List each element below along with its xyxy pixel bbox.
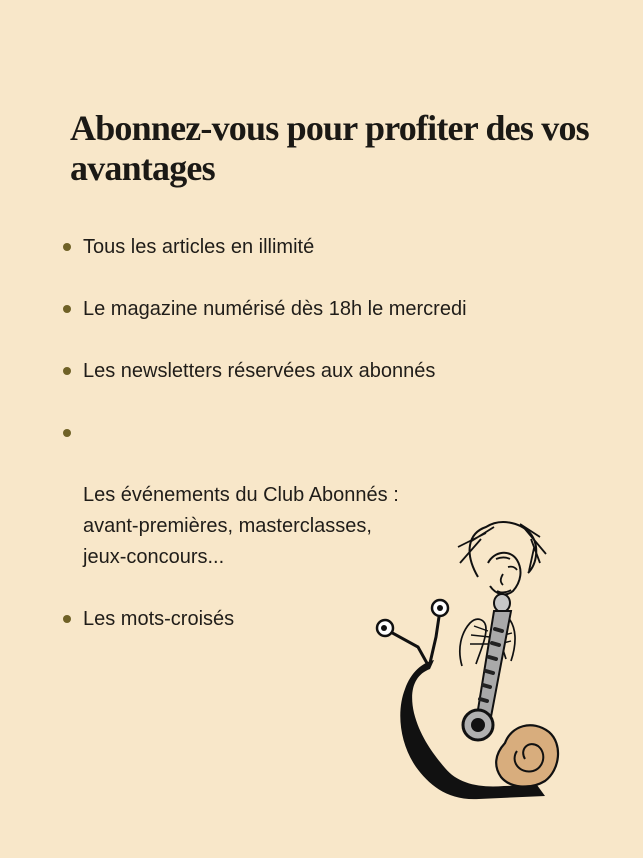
benefit-label: Les mots-croisés [83, 608, 235, 630]
benefit-label: Le magazine numérisé dès 18h le mercredi [83, 298, 467, 320]
bullet-icon [63, 305, 71, 313]
bullet-icon [63, 429, 71, 437]
benefit-item-unlimited-articles [62, 232, 582, 263]
bullet-icon [63, 367, 71, 375]
bullet-icon [63, 243, 71, 251]
benefit-label: Tous les articles en illimité [83, 236, 315, 258]
benefit-label: Les événements du Club Abonnés : avant-premières, masterclasses, jeux-concours... [83, 484, 399, 568]
snail-musician-illustration [360, 515, 570, 805]
benefit-item-digital-magazine [62, 294, 582, 325]
benefit-item-newsletters [62, 356, 582, 387]
benefit-label: Les newsletters réservées aux abonnés [83, 360, 436, 382]
page-title: Abonnez-vous pour profiter des vos avantages [70, 108, 589, 188]
bullet-icon [63, 615, 71, 623]
